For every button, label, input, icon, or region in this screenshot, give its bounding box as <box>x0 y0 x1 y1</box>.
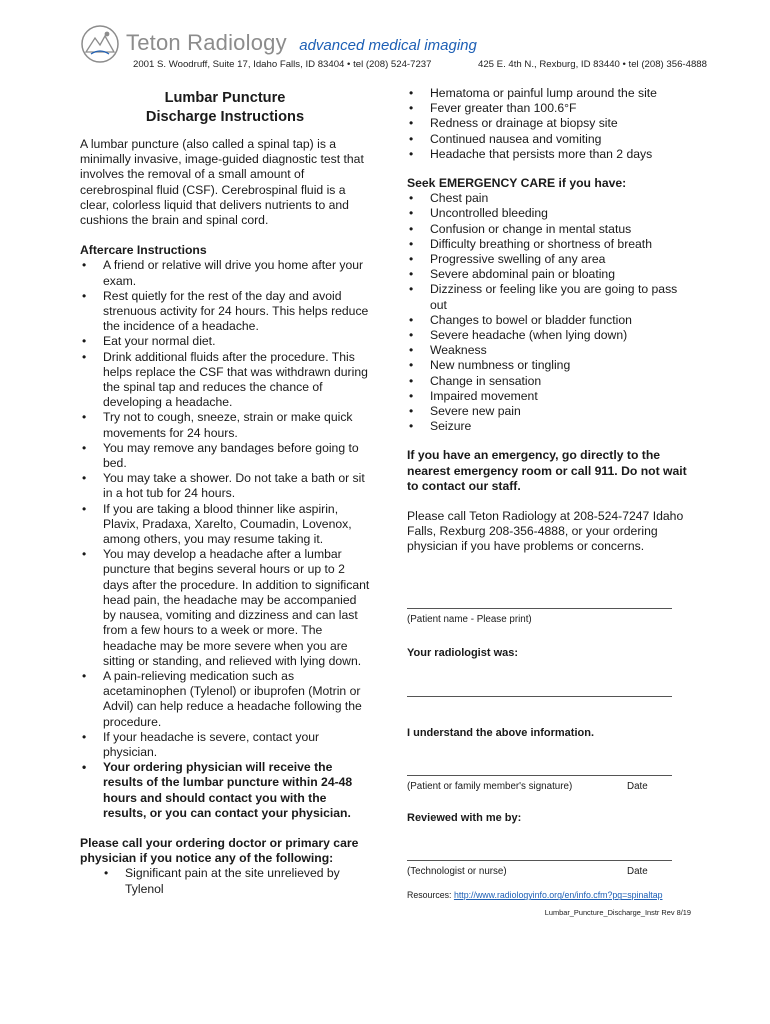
list-item: • New numbness or tingling <box>407 358 692 373</box>
letterhead <box>80 20 707 76</box>
list-item: • Uncontrolled bleeding <box>407 206 692 221</box>
radiologist-name-line[interactable] <box>407 696 672 697</box>
list-item: • Rest quietly for the rest of the day and avoid strenuous activity for 24 hours. This helps reduce the incidence of a headache. <box>80 289 370 335</box>
list-item: • Try not to cough, sneeze, strain or make quick movements for 24 hours. <box>80 410 370 440</box>
right-column <box>407 86 692 920</box>
list-item: • Severe new pain <box>407 404 692 419</box>
list-item: • Hematoma or painful lump around the site <box>407 86 692 101</box>
resources-label: Resources: <box>407 890 454 901</box>
call-doctor-heading: Please call your ordering doctor or primary care physician if you notice any of the following: <box>80 835 359 866</box>
list-item: • Changes to bowel or bladder function <box>407 313 692 328</box>
call-doctor-list <box>80 866 370 896</box>
list-item: • A pain-relieving medication such as acetaminophen (Tylenol) or ibuprofen (Motrin or Advil) can help reduce a headache following the procedure. <box>80 669 370 730</box>
page-title <box>80 89 370 126</box>
list-item: • Dizziness or feeling like you are going to pass out <box>407 282 692 312</box>
resources-link[interactable]: http://www.radiologyinfo.org/en/info.cfm?pg=spinaltap <box>453 890 663 901</box>
list-item: • Severe abdominal pain or bloating <box>407 267 692 282</box>
title-line-2: Discharge Instructions <box>145 108 305 125</box>
technologist-signature-line[interactable] <box>407 860 672 861</box>
address-rexburg: 425 E. 4th N., Rexburg, ID 83440 • tel (208) 356-4888 <box>478 59 707 70</box>
list-item: • Chest pain <box>407 191 692 206</box>
emergency-notice: If you have an emergency, go directly to the nearest emergency room or call 911. Do not wait to contact our staff. <box>407 448 687 493</box>
list-item: • You may take a shower. Do not take a bath or sit in a hot tub for 24 hours. <box>80 471 370 501</box>
understand-label: I understand the above information. <box>407 726 595 739</box>
list-item: • Seizure <box>407 419 692 434</box>
patient-signature-line[interactable] <box>407 775 672 776</box>
date-caption-2: Date <box>627 866 648 878</box>
intro-paragraph: A lumbar puncture (also called a spinal tap) is a minimally invasive, image-guided diagnostic test that involves the removal of a small amount of cerebrospinal fluid (CSF). Cerebrospinal fluid is a clear, colorless liquid that delivers nutrients to and cushions the brain and spinal cord. <box>80 137 364 228</box>
list-item: • Fever greater than 100.6°F <box>407 101 692 116</box>
caption-text: (Patient name - Please print) <box>407 613 532 625</box>
resources <box>407 888 692 903</box>
aftercare-list <box>80 258 370 821</box>
brand-tagline: advanced medical imaging <box>299 37 477 54</box>
left-column <box>80 86 370 897</box>
date-caption: Date <box>627 781 648 793</box>
list-item: • Your ordering physician will receive the results of the lumbar puncture within 24-48 hours and should contact you with the results, or you can contact your physician. <box>80 760 370 821</box>
title-line-1: Lumbar Puncture <box>164 90 286 106</box>
emergency-heading: Seek EMERGENCY CARE if you have: <box>407 176 627 191</box>
list-item: • Severe headache (when lying down) <box>407 328 692 343</box>
radiologist-label: Your radiologist was: <box>407 646 519 659</box>
list-item: • A friend or relative will drive you home after your exam. <box>80 258 370 288</box>
reviewed-label: Reviewed with me by: <box>407 812 522 825</box>
list-item: • You may remove any bandages before going to bed. <box>80 441 370 471</box>
technologist-caption-text: (Technologist or nurse) <box>407 866 507 878</box>
brand-name: Teton Radiology <box>126 30 287 55</box>
revision-note: Lumbar_Puncture_Discharge_Instr Rev 8/19 <box>544 907 691 917</box>
list-item: • Drink additional fluids after the procedure. This helps replace the CSF that was withdrawn during the spinal tap and reduces the chance of developing a headache. <box>80 350 370 411</box>
list-item: • Eat your normal diet. <box>80 334 370 349</box>
mountain-logo-icon <box>80 24 120 64</box>
list-item: • Continued nausea and vomiting <box>407 132 692 147</box>
list-item: • Change in sensation <box>407 374 692 389</box>
aftercare-heading: Aftercare Instructions <box>80 243 207 258</box>
technologist-caption <box>407 864 692 877</box>
patient-name-line[interactable] <box>407 608 672 609</box>
call-doctor-list-continued <box>407 86 692 162</box>
list-item: • Redness or drainage at biopsy site <box>407 116 692 131</box>
signature-caption <box>407 779 692 792</box>
list-item: • Weakness <box>407 343 692 358</box>
patient-name-caption <box>407 612 692 625</box>
list-item: • Difficulty breathing or shortness of breath <box>407 237 692 252</box>
list-item: • You may develop a headache after a lumbar puncture that begins several hours or up to 2 days after the procedure. In addition to significant head pain, the headache may be accompanied by nausea, vomiting and dizziness and can last from a few hours to a week or more. The headache may be more severe when you are sitting or standing, and relieved with lying down. <box>80 547 370 669</box>
list-item: • Headache that persists more than 2 days <box>407 147 692 162</box>
list-item: • Progressive swelling of any area <box>407 252 692 267</box>
signature-caption-text: (Patient or family member's signature) <box>407 781 573 793</box>
list-item: • Significant pain at the site unrelieved by Tylenol <box>80 866 370 896</box>
list-item: • If your headache is severe, contact your physician. <box>80 730 370 760</box>
list-item: • If you are taking a blood thinner like aspirin, Plavix, Pradaxa, Xarelto, Coumadin, Lovenox, among others, you may resume taking it. <box>80 502 370 548</box>
list-item: • Impaired movement <box>407 389 692 404</box>
emergency-list <box>407 191 692 434</box>
list-item: • Confusion or change in mental status <box>407 222 692 237</box>
contact-paragraph: Please call Teton Radiology at 208-524-7247 Idaho Falls, Rexburg 208-356-4888, or your ordering physician if you have problems or concerns. <box>407 509 684 554</box>
brand <box>126 30 477 56</box>
address-idaho-falls: 2001 S. Woodruff, Suite 17, Idaho Falls, ID 83404 • tel (208) 524-7237 <box>133 59 432 70</box>
